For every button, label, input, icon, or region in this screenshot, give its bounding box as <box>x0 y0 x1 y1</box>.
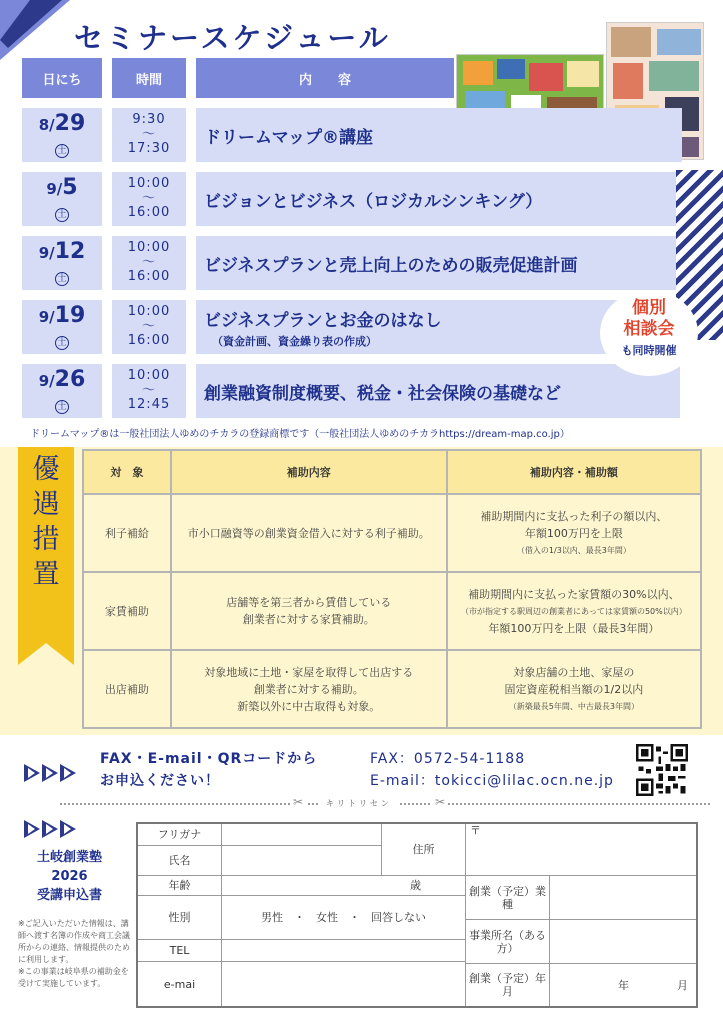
col-target: 対 象 <box>83 450 171 494</box>
postal-mark: 〒 <box>470 824 481 837</box>
label-gender: 性別 <box>138 896 222 940</box>
schedule-row <box>22 172 680 226</box>
fax-number: FAX：0572-54-1188 <box>370 751 526 767</box>
time-cell: 10:00 〜 16:00 <box>112 300 186 354</box>
privacy-note: ※ご記入いただいた情報は、講師へ渡す名簿の作成や商工会議所からの連絡、情報提供のために利用します。 <box>18 919 130 964</box>
contact-info <box>370 748 614 792</box>
content-cell: ビジョンとビジネス（ロジカルシンキング） <box>196 172 680 226</box>
header-content: 内 容 <box>196 58 454 98</box>
industry-field[interactable] <box>550 876 696 920</box>
header-time: 時間 <box>112 58 186 98</box>
consult-line3: も同時開催 <box>621 344 677 357</box>
col-amount: 補助内容・補助額 <box>447 450 701 494</box>
consult-line1: 個別 <box>632 298 666 318</box>
arrow-icon <box>24 820 78 838</box>
weekday-badge: 土 <box>55 336 69 350</box>
furigana-field[interactable] <box>222 824 382 846</box>
month-unit: 月 <box>677 978 688 992</box>
time-cell: 10:00 〜 12:45 <box>112 364 186 418</box>
date-cell: 9/5 土 <box>22 172 102 226</box>
business-name-field[interactable] <box>550 920 696 964</box>
qr-code[interactable] <box>636 744 688 796</box>
page-title: セミナースケジュール <box>74 21 391 55</box>
cut-label: キリトリセン <box>320 798 398 809</box>
content-subtitle: （資金計画、資金繰り表の作成） <box>212 334 377 348</box>
content-cell: ビジネスプランとお金のはなし （資金計画、資金繰り表の作成） <box>196 300 680 354</box>
label-furigana: フリガナ <box>138 824 222 846</box>
label-address: 住所 <box>382 824 466 876</box>
consultation-badge <box>600 290 698 376</box>
email-address[interactable]: E-mail：tokicci@lilac.ocn.ne.jp <box>370 773 614 789</box>
label-tel: TEL <box>138 940 222 962</box>
consult-line2: 相談会 <box>623 319 675 339</box>
label-name: 氏名 <box>138 846 222 876</box>
trademark-note: ドリームマップ®は一般社団法人ゆめのチカラの登録商標です（一般社団法人ゆめのチカラhttps://dream-map.co.jp） <box>30 429 570 440</box>
schedule-row <box>22 108 680 162</box>
form-title: 土岐創業塾 2026 受講申込書 <box>36 850 102 903</box>
weekday-badge: 土 <box>55 400 69 414</box>
header-date: 日にち <box>22 58 102 98</box>
col-content: 補助内容 <box>171 450 447 494</box>
table-row: 家賃補助 店舗等を第三者から賃借している 創業者に対する家賃補助。 補助期間内に支払った家賃額の30%以内、 （市が指定する駅周辺の創業者にあっては家賃額の50%以内） 年額100万円を上限（最長3年間） <box>83 572 701 650</box>
date-cell: 9/19 土 <box>22 300 102 354</box>
schedule-row <box>22 364 680 418</box>
date-cell: 8/29 土 <box>22 108 102 162</box>
start-month-field[interactable] <box>550 964 696 1006</box>
benefits-label: 優 遇 措 置 <box>32 454 60 590</box>
label-start-month: 創業（予定）年月 <box>466 964 550 1006</box>
date-cell: 9/26 土 <box>22 364 102 418</box>
time-cell: 10:00 〜 16:00 <box>112 236 186 290</box>
tel-field[interactable] <box>222 940 466 962</box>
content-cell: ドリームマップ®講座 <box>196 108 682 162</box>
table-row: 出店補助 対象地域に土地・家屋を取得して出店する 創業者に対する補助。 新築以外に中古取得も対象。 対象店舗の土地、家屋の 固定資産税相当額の1/2以内 （新築最長5年間、中古最長3年間） <box>83 650 701 728</box>
scissors-icon: ✂ <box>432 795 448 809</box>
age-unit: 歳 <box>410 879 421 892</box>
year-unit: 年 <box>618 978 629 992</box>
label-email: e-mai <box>138 962 222 1006</box>
scissors-icon: ✂ <box>290 795 306 809</box>
name-field[interactable] <box>222 846 382 876</box>
schedule-row <box>22 300 680 354</box>
apply-instruction: FAX・E-mail・QRコードから お申込ください！ <box>100 751 318 789</box>
weekday-badge: 土 <box>55 208 69 222</box>
date-cell: 9/12 土 <box>22 236 102 290</box>
address-field[interactable] <box>466 824 696 876</box>
weekday-badge: 土 <box>55 144 69 158</box>
email-field[interactable] <box>222 962 466 1006</box>
age-field[interactable] <box>222 876 466 896</box>
content-cell: 創業融資制度概要、税金・社会保険の基礎など <box>196 364 680 418</box>
application-form <box>136 822 698 1008</box>
label-industry: 創業（予定）業種 <box>466 876 550 920</box>
label-business-name: 事業所名（ある方） <box>466 920 550 964</box>
content-cell: ビジネスプランと売上向上のための販売促進計画 <box>196 236 680 290</box>
arrow-icon <box>24 764 78 782</box>
gender-options[interactable]: 男性 ・ 女性 ・ 回答しない <box>222 896 466 940</box>
weekday-badge: 土 <box>55 272 69 286</box>
schedule-row <box>22 236 680 290</box>
benefits-table <box>82 449 702 729</box>
label-age: 年齢 <box>138 876 222 896</box>
time-cell: 10:00 〜 16:00 <box>112 172 186 226</box>
table-row: 利子補給 市小口融資等の創業資金借入に対する利子補助。 補助期間内に支払った利子の額以内、 年額100万円を上限 （借入の1/3以内、最長3年間） <box>83 494 701 572</box>
subsidy-note: ※この事業は岐阜県の補助金を受けて実施しています。 <box>18 967 129 988</box>
time-cell: 9:30 〜 17:30 <box>112 108 186 162</box>
